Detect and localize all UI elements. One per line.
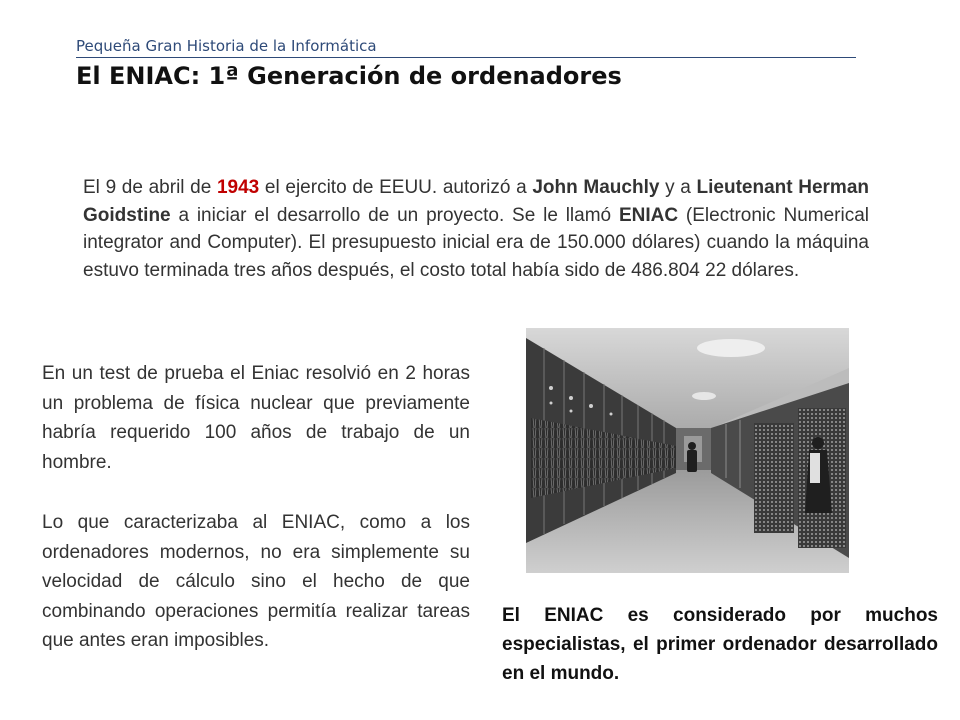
photo-caption: El ENIAC es considerado por muchos especialistas, el primer ordenador desarrollado en el mundo. xyxy=(502,605,938,684)
test-paragraph: En un test de prueba el Eniac resolvió en 2 horas un problema de física nuclear que previamente habría requerido 100 años de trabajo de un hombre. xyxy=(42,363,470,473)
intro-text-3: y a xyxy=(659,177,697,198)
eniac-name: ENIAC xyxy=(618,204,679,226)
year-highlight: 1943 xyxy=(216,177,260,198)
person-goidstine: Lieutenant Herman Goidstine xyxy=(83,177,869,226)
eniac-photo xyxy=(526,328,849,573)
person-mauchly: John Mauchly xyxy=(532,177,660,198)
intro-text-4: a iniciar el desarrollo de un proyecto. Se le llamó xyxy=(170,204,619,226)
intro-text-2: el ejercito de EEUU. autorizó a xyxy=(259,177,533,198)
presentation-subtitle: Pequeña Gran Historia de la Informática xyxy=(76,37,856,58)
intro-text-1: El 9 de abril de xyxy=(83,177,217,198)
features-paragraph: Lo que caracterizaba al ENIAC, como a los ordenadores modernos, no era simplemente su velocidad de cálculo sino el hecho de que combinando operaciones permitía realizar tareas que antes eran imposibles. xyxy=(42,512,470,651)
page-title: El ENIAC: 1ª Generación de ordenadores xyxy=(76,62,622,90)
intro-paragraph xyxy=(83,174,869,284)
intro-text-5: (Electronic Numerical integrator and Computer). El presupuesto inicial era de 150.000 dólares) cuando la máquina estuvo terminada tres años después, el costo total había sido de 486.804 22 dólares. xyxy=(83,204,869,281)
